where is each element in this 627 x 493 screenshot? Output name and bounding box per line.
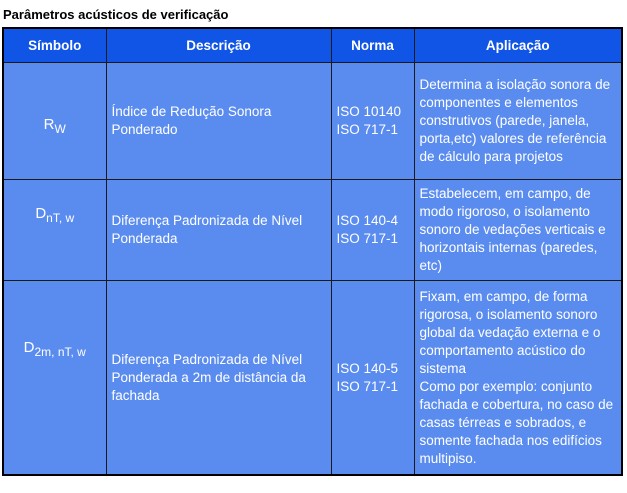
aplicacao-cell: Estabelecem, em campo, de modo rigoroso, o isolamento sonoro de vedações verticais e horizontais internas (paredes, etc) (414, 180, 622, 281)
acoustic-parameters-table (2, 27, 623, 476)
table-header-row (3, 28, 622, 63)
symbol-cell (3, 281, 106, 476)
aplicacao-paragraph: Fixam, em campo, de forma rigorosa, o isolamento sonoro global da vedação externa e o comportamento acústico do sistema (419, 288, 601, 376)
symbol-d2mntw: $D_{2m, nT, w}$ (23, 338, 86, 359)
aplicacao-paragraph: Como por exemplo: conjunto fachada e cobertura, no caso de casas térreas e sobrados, e somente fachada nos edifícios multipiso. (419, 378, 614, 466)
symbol-rw: $R_W$ (43, 116, 66, 136)
table-caption: Parâmetros acústicos de verificação (3, 7, 229, 22)
table-row (3, 63, 622, 180)
aplicacao-cell: Determina a isolação sonora de componentes e elementos construtivos (parede, janela, porta,etc) valores de referência de cálculo para projetos (414, 63, 622, 180)
norma-line: ISO 140-5 (336, 360, 399, 376)
description-cell: Diferença Padronizada de Nível Ponderada (106, 180, 331, 281)
header-simbolo: Símbolo (3, 28, 106, 63)
description-cell: Índice de Redução Sonora Ponderado (106, 63, 331, 180)
table-row (3, 180, 622, 281)
norma-cell (331, 180, 414, 281)
header-descricao: Descrição (106, 28, 331, 63)
norma-cell (331, 281, 414, 476)
norma-line: ISO 10140 (336, 104, 402, 119)
header-aplicacao: Aplicação (414, 28, 622, 63)
symbol-dntw: $D_{nT, w}$ (35, 205, 75, 225)
header-norma: Norma (331, 28, 414, 63)
symbol-cell (3, 63, 106, 180)
description-cell: Diferença Padronizada de Nível Ponderada a 2m de distância da fachada (106, 281, 331, 476)
norma-line: ISO 717-1 (336, 231, 399, 246)
norma-cell (331, 63, 414, 180)
table-row (3, 281, 622, 476)
symbol-cell (3, 180, 106, 281)
norma-line: ISO 717-1 (336, 122, 399, 137)
aplicacao-cell (414, 281, 622, 476)
norma-line: ISO 140-4 (336, 213, 399, 228)
norma-line: ISO 717-1 (336, 378, 399, 394)
